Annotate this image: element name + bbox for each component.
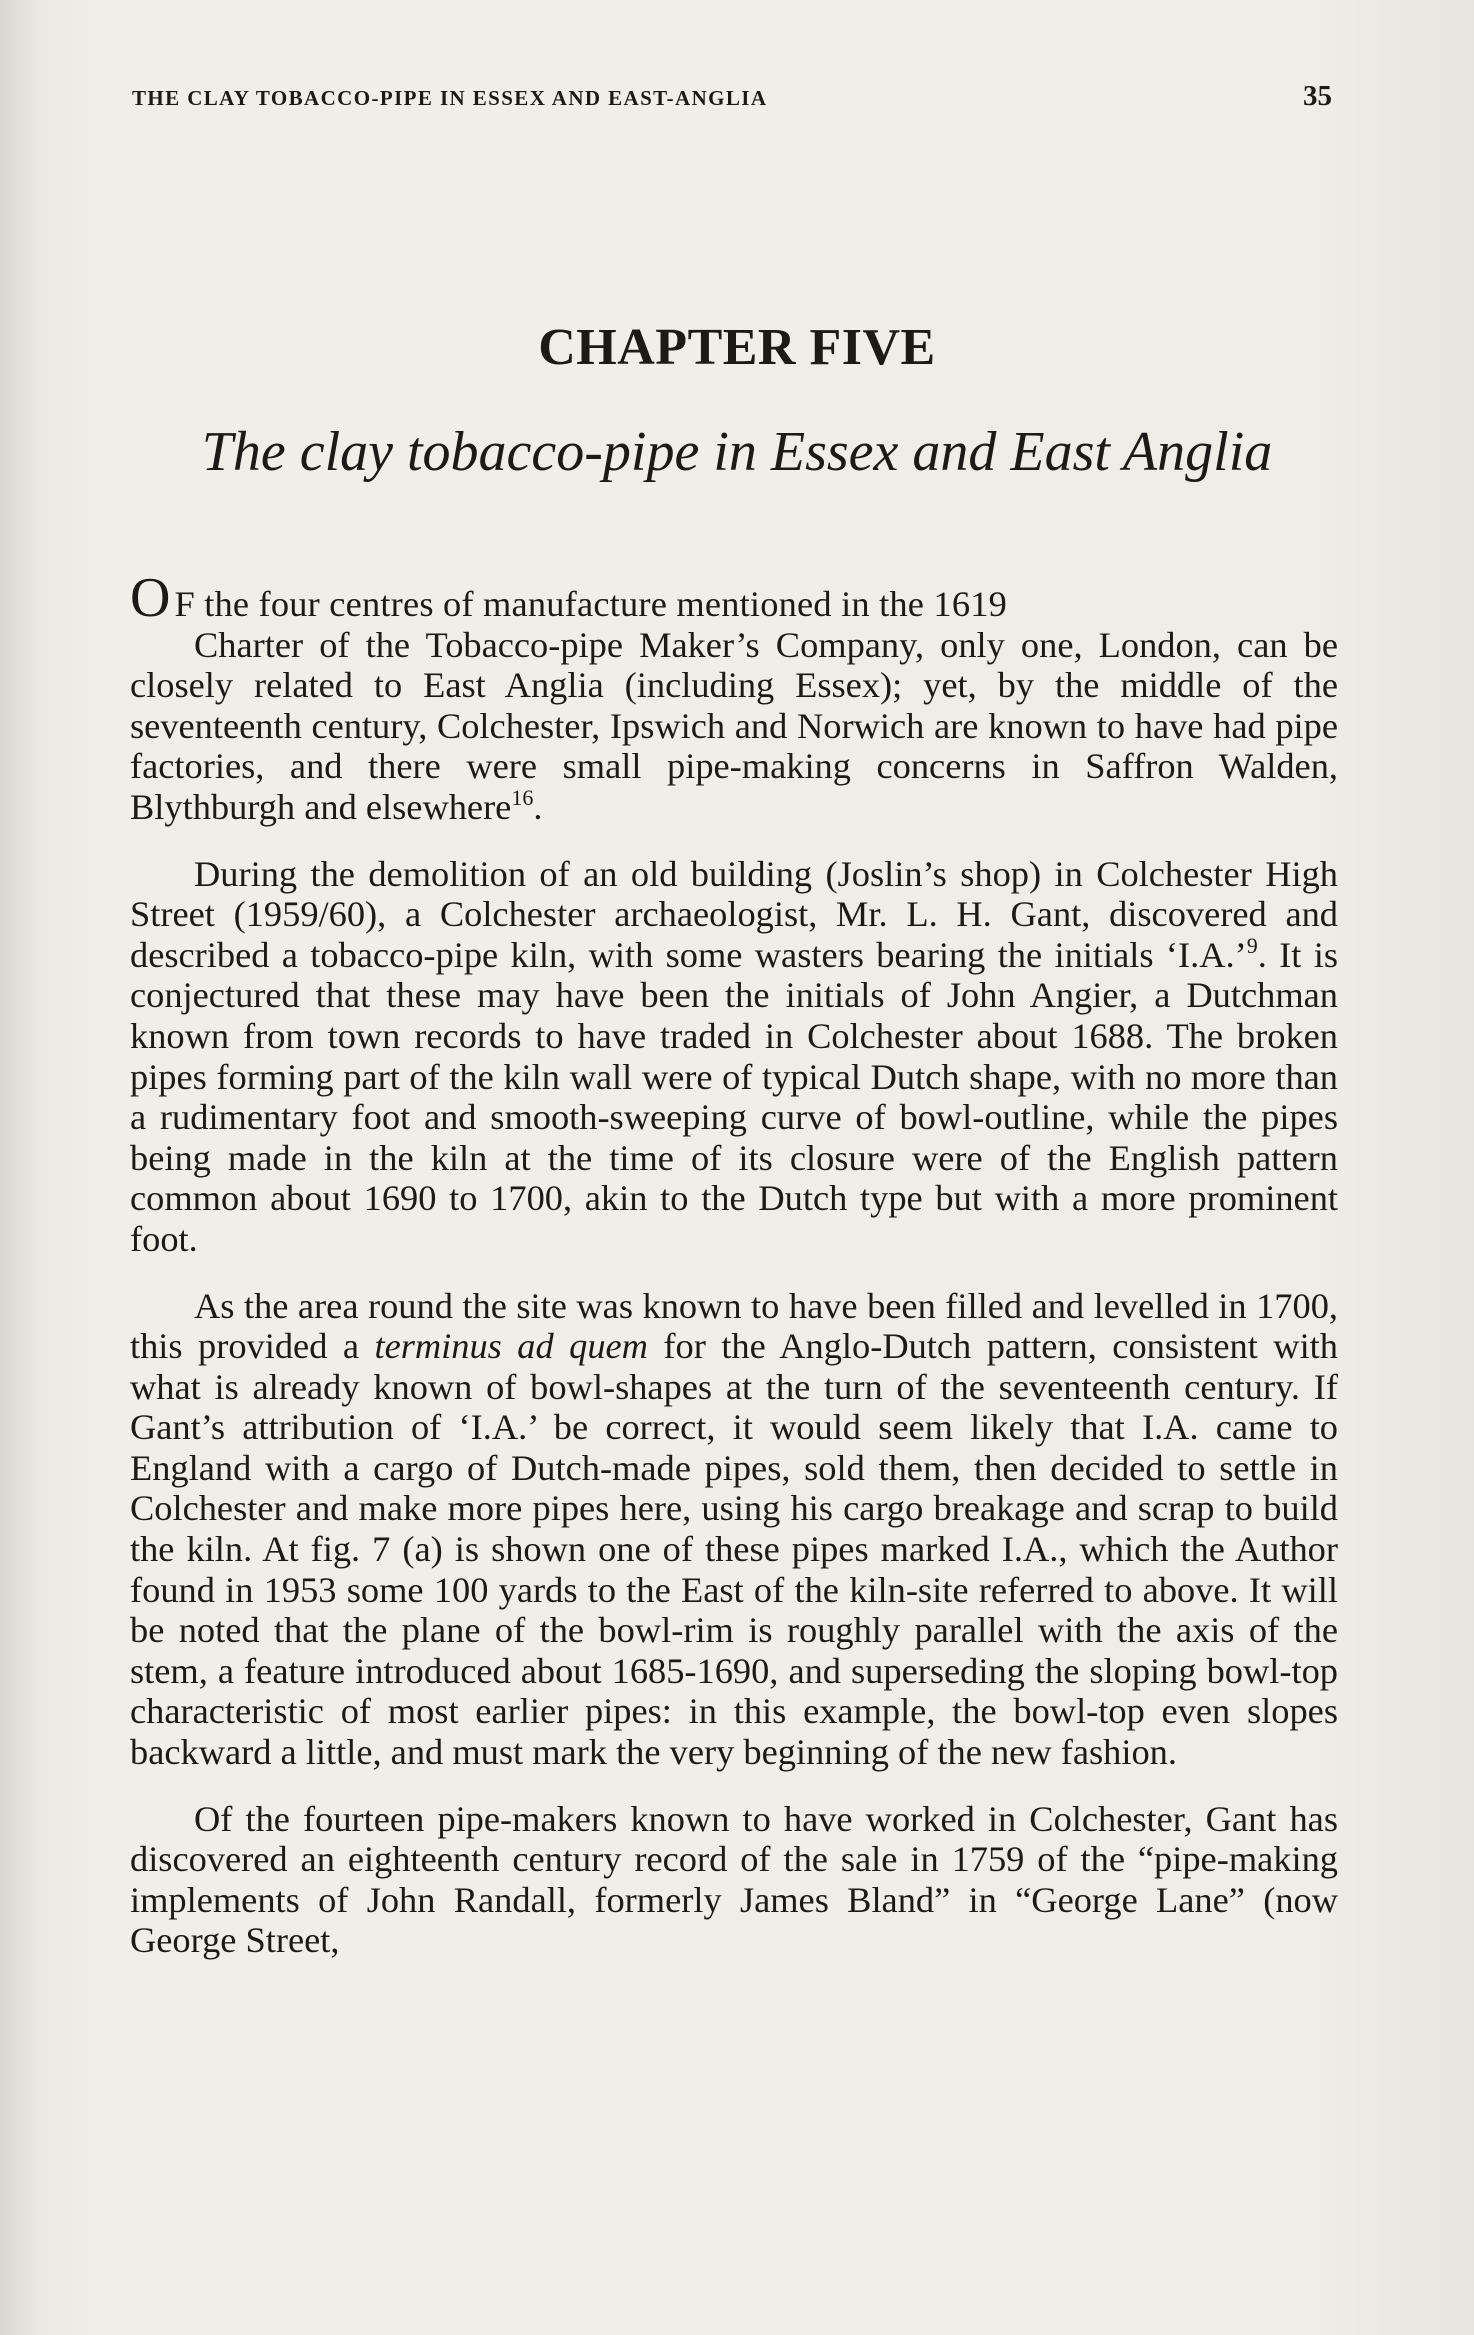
- paragraph-3-italic: terminus ad quem: [374, 1326, 648, 1367]
- paragraph-1-end: .: [533, 786, 543, 827]
- paragraph-2-text-b: . It is conjectured that these may have been the initials of John Angier, a Dutchman known from town records to have traded in Colchester about 1688. The broken pipes forming part of the kiln wall were of typical Dutch shape, with no more than a rudimentary foot and smooth-sweeping curve of bowl-outline, while the pipes being made in the kiln at the time of its closure were of the English pattern common about 1690 to 1700, akin to the Dutch type but with a more prominent foot.: [130, 934, 1338, 1259]
- paragraph-2: [130, 854, 1338, 1260]
- paragraph-1: [130, 567, 1338, 828]
- page-number: 35: [1303, 80, 1332, 112]
- running-head: [132, 80, 1332, 126]
- paragraph-4: [130, 1799, 1338, 1961]
- chapter-title: The clay tobacco-pipe in Essex and East Anglia: [201, 421, 1273, 483]
- footnote-ref-16: 16: [511, 784, 534, 810]
- body-text: [130, 567, 1338, 1987]
- chapter-label: CHAPTER FIVE: [538, 319, 936, 376]
- paragraph-4-text: Of the fourteen pipe-makers known to have worked in Colchester, Gant has discovered an eighteenth century record of the sale in 1759 of the “pipe-making implements of John Randall, formerly James Bland” in “George Lane” (now George Street,: [130, 1798, 1338, 1961]
- paragraph-3-text-a: As the area round the site was known to have been filled and levelled in 1700, this provided a: [130, 1285, 1338, 1367]
- paragraph-2-text-a: During the demolition of an old building (Joslin’s shop) in Colchester High Street (1959/60), a Colchester archaeologist, Mr. L. H. Gant, discovered and described a tobacco-pipe kiln, with some wasters bearing the initials ‘I.A.’: [130, 853, 1338, 975]
- drop-cap: O: [130, 567, 171, 629]
- paragraph-3-text-b: for the Anglo-Dutch pattern, consistent with what is already known of bowl-shapes at the turn of the seventeenth century. If Gant’s attribution of ‘I.A.’ be correct, it would seem likely that I.A. came to England with a cargo of Dutch-made pipes, sold them, then decided to settle in Colchester and make more pipes here, using his cargo breakage and scrap to build the kiln. At fig. 7 (a) is shown one of these pipes marked I.A., which the Author found in 1953 some 100 yards to the East of the kiln-site referred to above. It will be noted that the plane of the bowl-rim is roughly parallel with the axis of the stem, a feature introduced about 1685-1690, and superseding the sloping bowl-top characteristic of most earlier pipes: in this example, the bowl-top even slopes backward a little, and must mark the very beginning of the new fashion.: [130, 1326, 1338, 1773]
- paragraph-3: [130, 1286, 1338, 1773]
- footnote-ref-9: 9: [1246, 932, 1258, 958]
- paragraph-1-line-1: F the four centres of manufacture mentioned in the 1619: [174, 584, 1008, 624]
- running-head-title: THE CLAY TOBACCO-PIPE IN ESSEX AND EAST-ANGLIA: [132, 86, 768, 110]
- paragraph-1-text: Charter of the Tobacco-pipe Maker’s Company, only one, London, can be closely related to East Anglia (including Essex); yet, by the middle of the seventeenth century, Colchester, Ipswich and Norwich are known to have had pipe factories, and there were small pipe-making concerns in Saffron Walden, Blythburgh and elsewhere: [130, 624, 1338, 827]
